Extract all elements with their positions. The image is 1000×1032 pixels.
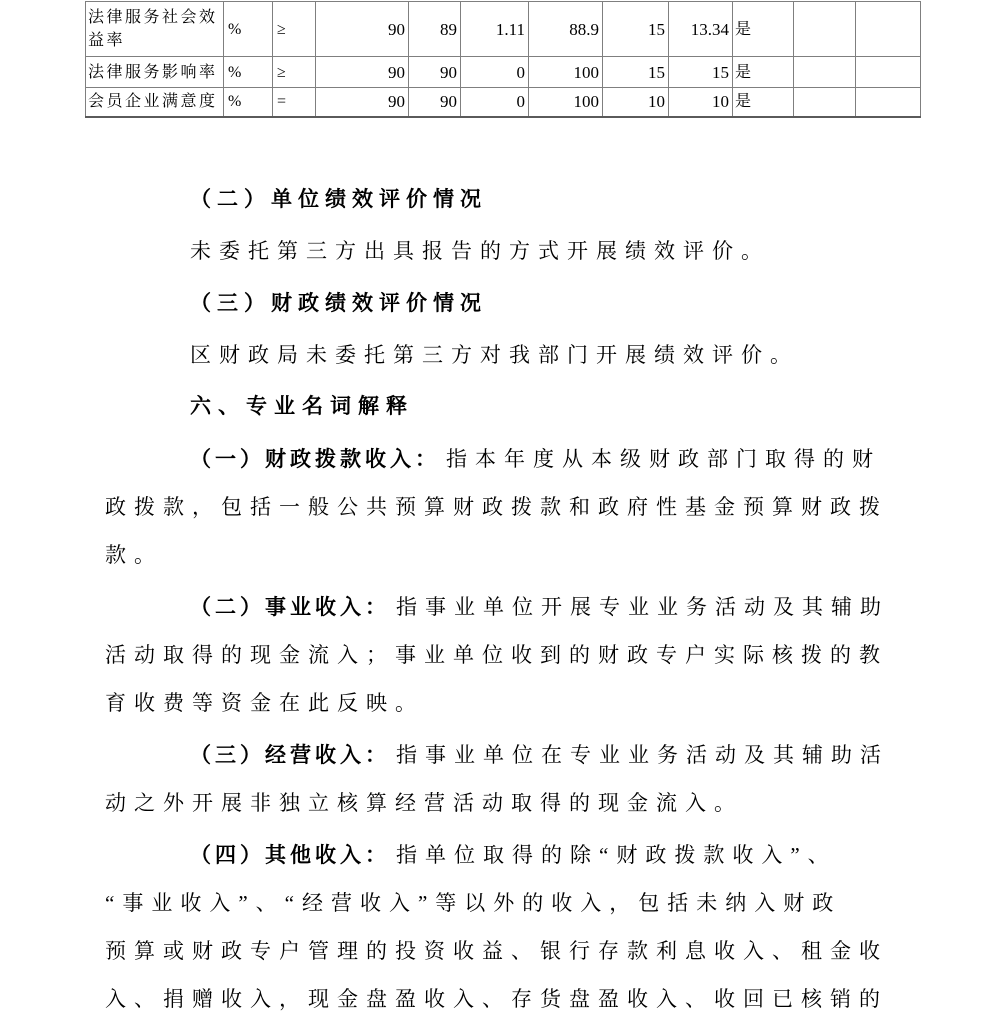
text-line — [105, 831, 917, 879]
text-line — [105, 279, 917, 327]
table-cell: 法律服务社会效益率 — [86, 2, 224, 57]
table-cell: 100 — [529, 88, 603, 117]
text-segment: （三）财政绩效评价情况 — [190, 291, 487, 315]
section-heading-fiscal-evaluation — [105, 279, 917, 327]
table-cell: 0 — [461, 57, 529, 88]
text-segment: （二）单位绩效评价情况 — [190, 187, 487, 211]
section-heading-unit-evaluation — [105, 175, 917, 223]
table-cell: 90 — [316, 57, 409, 88]
table-cell: 1.11 — [461, 2, 529, 57]
text-line — [105, 583, 917, 631]
table-cell: 89 — [409, 2, 461, 57]
text-segment: 指事业单位在专业业务活动及其辅助活 — [396, 743, 889, 767]
text-segment: 预算或财政专户管理的投资收益、银行存款利息收入、租金收 — [105, 939, 888, 963]
table-cell: 法律服务影响率 — [86, 57, 224, 88]
text-line — [105, 383, 917, 431]
text-segment: 入、捐赠收入，现金盘盈收入、存货盘盈收入、收回已核销的 — [105, 987, 888, 1011]
table-cell — [856, 2, 921, 57]
text-line — [105, 927, 917, 975]
table-cell: % — [224, 2, 273, 57]
table-cell: 15 — [603, 2, 669, 57]
section-heading-terms — [105, 383, 917, 431]
text-line — [105, 631, 917, 679]
text-line — [105, 483, 917, 531]
table-cell: 0 — [461, 88, 529, 117]
performance-indicator-table — [85, 1, 921, 118]
text-segment: 区财政局未委托第三方对我部门开展绩效评价。 — [190, 343, 799, 367]
text-line — [105, 175, 917, 223]
table-cell: 90 — [316, 88, 409, 117]
text-line — [105, 227, 917, 275]
text-line — [105, 435, 917, 483]
table-cell — [856, 88, 921, 117]
text-line — [105, 679, 917, 727]
paragraph-term-other-income — [105, 831, 917, 1023]
text-segment: “事业收入”、“经营收入”等以外的收入，包括未纳入财政 — [105, 891, 842, 915]
text-segment: 指单位取得的除“财政拨款收入”、 — [396, 843, 837, 867]
text-segment: 指本年度从本级财政部门取得的财 — [446, 447, 881, 471]
term-label: （三）经营收入： — [190, 743, 390, 767]
table-cell — [856, 57, 921, 88]
text-line — [105, 779, 917, 827]
table-cell: ≥ — [273, 2, 316, 57]
text-line — [105, 331, 917, 379]
table-cell: % — [224, 57, 273, 88]
table-cell: 是 — [733, 57, 794, 88]
table-cell: 10 — [669, 88, 733, 117]
text-segment: 指事业单位开展专业业务活动及其辅助 — [396, 595, 889, 619]
text-line — [105, 879, 917, 927]
table-row — [86, 57, 921, 88]
text-segment: 活动取得的现金流入；事业单位收到的财政专户实际核拨的教 — [105, 643, 888, 667]
table-cell: 会员企业满意度 — [86, 88, 224, 117]
text-segment: 动之外开展非独立核算经营活动取得的现金流入。 — [105, 791, 743, 815]
table-cell: 90 — [316, 2, 409, 57]
table-cell: = — [273, 88, 316, 117]
text-segment: 未委托第三方出具报告的方式开展绩效评价。 — [190, 239, 770, 263]
text-segment: 六、专业名词解释 — [190, 395, 414, 418]
table-cell — [794, 88, 856, 117]
table-cell — [794, 57, 856, 88]
table-cell: 88.9 — [529, 2, 603, 57]
paragraph-term-business-income — [105, 731, 917, 827]
paragraph-term-fiscal-appropriation — [105, 435, 917, 579]
term-label: （二）事业收入： — [190, 595, 390, 619]
table-cell: 是 — [733, 88, 794, 117]
text-segment: 育收费等资金在此反映。 — [105, 691, 424, 715]
table-row — [86, 88, 921, 117]
table-cell: 15 — [669, 57, 733, 88]
text-segment: 政拨款，包括一般公共预算财政拨款和政府性基金预算财政拨 — [105, 495, 888, 519]
table-cell: ≥ — [273, 57, 316, 88]
table-cell — [794, 2, 856, 57]
paragraph-unit-evaluation — [105, 227, 917, 275]
table-cell: 10 — [603, 88, 669, 117]
text-line — [105, 975, 917, 1023]
table-cell: 90 — [409, 88, 461, 117]
term-label: （一）财政拨款收入： — [190, 447, 440, 471]
term-label: （四）其他收入： — [190, 843, 390, 867]
text-line — [105, 731, 917, 779]
table-cell: 是 — [733, 2, 794, 57]
text-line — [105, 531, 917, 579]
table-cell: 13.34 — [669, 2, 733, 57]
table-cell: % — [224, 88, 273, 117]
document-body-text — [105, 175, 917, 1027]
table-cell: 100 — [529, 57, 603, 88]
table-row — [86, 2, 921, 57]
text-segment: 款。 — [105, 543, 163, 567]
table-cell: 15 — [603, 57, 669, 88]
paragraph-fiscal-evaluation — [105, 331, 917, 379]
paragraph-term-operating-income — [105, 583, 917, 727]
table-cell: 90 — [409, 57, 461, 88]
